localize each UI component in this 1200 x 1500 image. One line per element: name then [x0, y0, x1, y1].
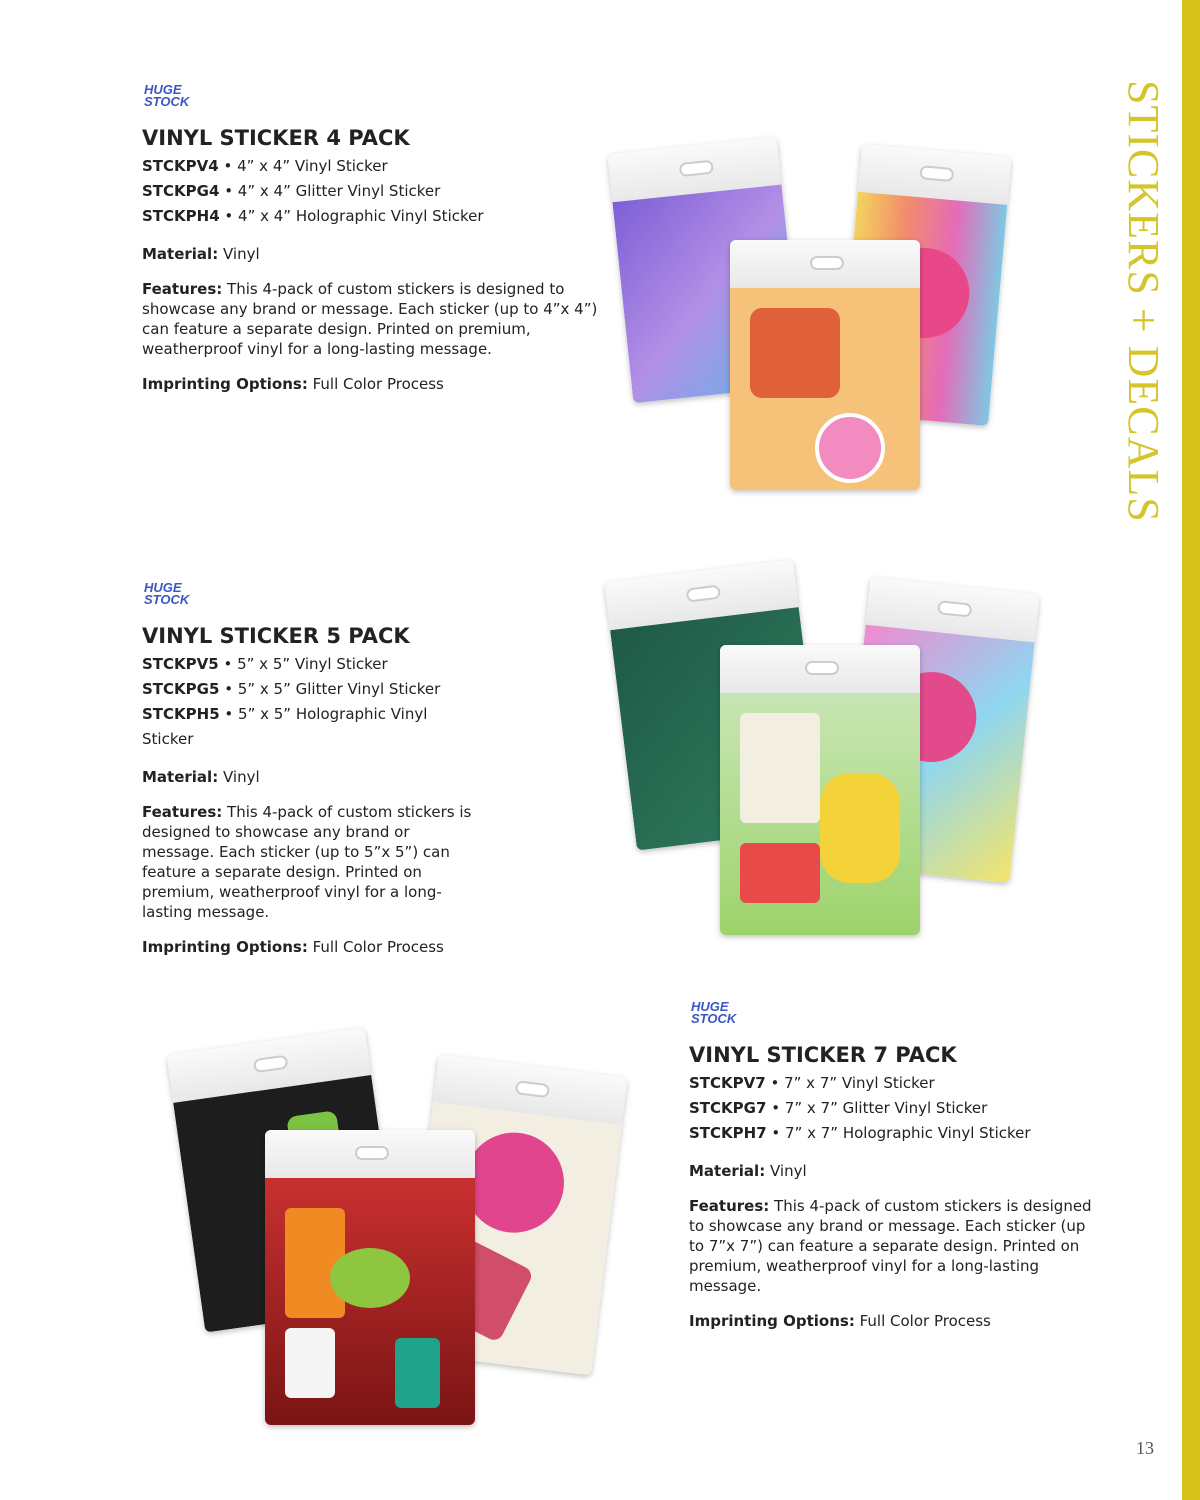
sku-description: • 7” x 7” Glitter Vinyl Sticker	[766, 1099, 988, 1117]
sku-code: STCKPH4	[142, 207, 220, 225]
sku-description: • 5” x 5” Glitter Vinyl Sticker	[219, 680, 441, 698]
sku-description: • 4” x 4” Vinyl Sticker	[218, 157, 388, 175]
sku-code: STCKPG4	[142, 182, 220, 200]
material: Material: Vinyl	[142, 245, 260, 263]
sku-code: STCKPG7	[689, 1099, 767, 1117]
product-image-7-pack	[170, 1020, 630, 1430]
sku-line	[142, 204, 612, 229]
features: Features: This 4-pack of custom stickers is designed to showcase any brand or message. Each sticker (up to 5”x 5”) can feature a separate design. Printed on premium, weatherproof vinyl for a long-lasting message.	[142, 803, 472, 921]
imprinting-options: Imprinting Options: Full Color Process	[142, 375, 444, 393]
sku-code: STCKPG5	[142, 680, 220, 698]
sku-description: • 7” x 7” Vinyl Sticker	[765, 1074, 935, 1092]
sku-line	[142, 702, 482, 752]
sku-code: STCKPV7	[689, 1074, 766, 1092]
product-image-4-pack	[610, 125, 950, 495]
features: Features: This 4-pack of custom stickers is designed to showcase any brand or message. Each sticker (up to 7”x 7”) can feature a separate design. Printed on premium, weatherproof vinyl for a long-lasting message.	[689, 1197, 1092, 1295]
product-7-pack	[689, 1001, 1099, 1331]
huge-stock-logo: HUGE STOCK	[691, 999, 737, 1026]
huge-stock-logo: HUGE STOCK	[144, 580, 190, 607]
section-title: STICKERS + DECALS	[1119, 80, 1168, 523]
sku-description: • 4” x 4” Glitter Vinyl Sticker	[219, 182, 441, 200]
product-image-5-pack	[610, 540, 1030, 940]
sku-line	[142, 179, 612, 204]
sku-line	[689, 1096, 1099, 1121]
imprinting-options: Imprinting Options: Full Color Process	[689, 1312, 991, 1330]
material: Material: Vinyl	[689, 1162, 807, 1180]
sku-line	[142, 652, 482, 677]
sku-line	[142, 154, 612, 179]
sku-code: STCKPV4	[142, 157, 219, 175]
sku-code: STCKPH7	[689, 1124, 767, 1142]
side-accent-bar	[1182, 0, 1200, 1500]
product-4-pack	[142, 84, 612, 394]
sku-line	[142, 677, 482, 702]
imprinting-options: Imprinting Options: Full Color Process	[142, 938, 444, 956]
product-title: VINYL STICKER 7 PACK	[689, 1043, 957, 1067]
product-title: VINYL STICKER 4 PACK	[142, 126, 410, 150]
product-title: VINYL STICKER 5 PACK	[142, 624, 410, 648]
sku-description: • 4” x 4” Holographic Vinyl Sticker	[219, 207, 484, 225]
sku-code: STCKPH5	[142, 705, 220, 723]
sku-description: • 7” x 7” Holographic Vinyl Sticker	[766, 1124, 1031, 1142]
material: Material: Vinyl	[142, 768, 260, 786]
sku-description: • 5” x 5” Vinyl Sticker	[218, 655, 388, 673]
sku-code: STCKPV5	[142, 655, 219, 673]
features: Features: This 4-pack of custom stickers is designed to showcase any brand or message. Each sticker (up to 4”x 4”) can feature a separate design. Printed on premium, weatherproof vinyl for a long-lasting message.	[142, 280, 598, 358]
product-5-pack	[142, 582, 482, 957]
page-number: 13	[1136, 1438, 1154, 1458]
huge-stock-logo: HUGE STOCK	[144, 82, 190, 109]
sku-description: • 5” x 5” Holographic Vinyl Sticker	[142, 705, 428, 748]
sku-line	[689, 1121, 1099, 1146]
sku-line	[689, 1071, 1099, 1096]
